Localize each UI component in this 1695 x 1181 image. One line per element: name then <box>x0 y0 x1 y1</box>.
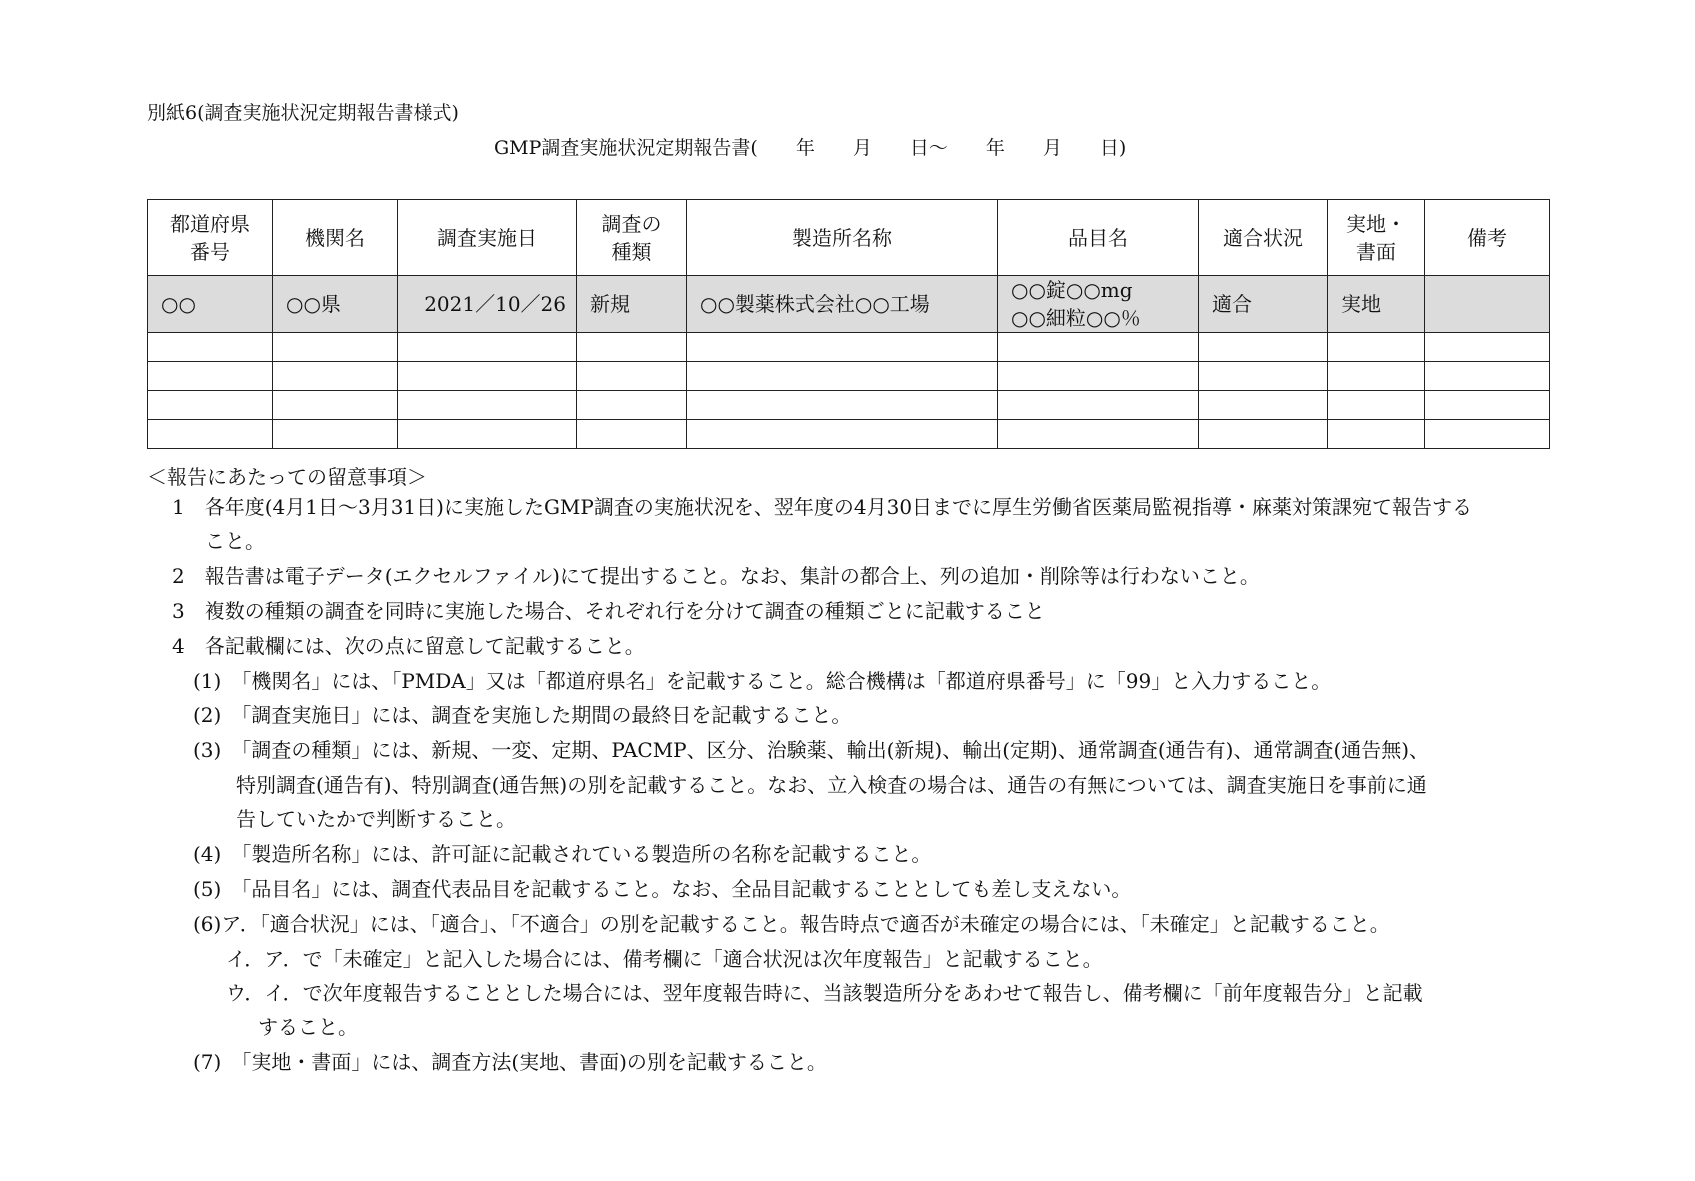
empty-cell[interactable] <box>273 391 398 420</box>
note-line: 2 報告書は電子データ(エクセルファイル)にて提出すること。なお、集計の都合上、列の追加・削除等は行わないこと。 <box>172 564 1260 588</box>
note-line: (7) 「実地・書面」には、調査方法(実地、書面)の別を記載すること。 <box>193 1050 827 1074</box>
note-line: 特別調査(通告有)、特別調査(通告無)の別を記載すること。なお、立入検査の場合は、通告の有無については、調査実施日を事前に通 <box>236 773 1427 797</box>
empty-cell[interactable] <box>273 362 398 391</box>
empty-cell[interactable] <box>577 391 687 420</box>
empty-cell[interactable] <box>398 391 577 420</box>
empty-cell[interactable] <box>1328 391 1425 420</box>
empty-cell[interactable] <box>998 333 1199 362</box>
note-line: 告していたかで判断すること。 <box>236 807 516 831</box>
report-table <box>147 199 1550 449</box>
empty-cell[interactable] <box>687 420 998 449</box>
col-site-name: 製造所名称 <box>687 200 998 276</box>
empty-cell[interactable] <box>1328 362 1425 391</box>
note-line: (6)ア．「適合状況」には、「適合」、「不適合」の別を記載すること。報告時点で適否が未確定の場合には、「未確定」と記載すること。 <box>193 912 1390 936</box>
empty-cell[interactable] <box>398 362 577 391</box>
empty-cell[interactable] <box>148 420 273 449</box>
cell-method[interactable]: 実地 <box>1328 276 1425 333</box>
note-line: 3 複数の種類の調査を同時に実施した場合、それぞれ行を分けて調査の種類ごとに記載すること <box>172 599 1045 623</box>
notes-heading: ＜報告にあたっての留意事項＞ <box>147 465 427 489</box>
empty-cell[interactable] <box>148 362 273 391</box>
table-row <box>148 333 1550 362</box>
empty-cell[interactable] <box>148 333 273 362</box>
empty-cell[interactable] <box>577 420 687 449</box>
cell-inspection-type[interactable]: 新規 <box>577 276 687 333</box>
empty-cell[interactable] <box>1199 420 1328 449</box>
note-line: (5) 「品目名」には、調査代表品目を記載すること。なお、全品目記載することとしても差し支えない。 <box>193 877 1132 901</box>
table-row <box>148 362 1550 391</box>
header-row <box>148 200 1550 276</box>
cell-item-name[interactable]: ○○錠○○mg ○○細粒○○％ <box>998 276 1199 333</box>
col-inspection-type: 調査の 種類 <box>577 200 687 276</box>
empty-cell[interactable] <box>577 362 687 391</box>
empty-cell[interactable] <box>998 362 1199 391</box>
empty-cell[interactable] <box>148 391 273 420</box>
empty-cell[interactable] <box>398 333 577 362</box>
empty-cell[interactable] <box>398 420 577 449</box>
note-line: こと。 <box>205 529 265 553</box>
cell-compliance[interactable]: 適合 <box>1199 276 1328 333</box>
cell-inspection-date[interactable]: 2021／10／26 <box>398 276 577 333</box>
empty-cell[interactable] <box>687 333 998 362</box>
empty-cell[interactable] <box>577 333 687 362</box>
note-line: (2) 「調査実施日」には、調査を実施した期間の最終日を記載すること。 <box>193 703 852 727</box>
note-line: 4 各記載欄には、次の点に留意して記載すること。 <box>172 634 645 658</box>
cell-site-name[interactable]: ○○製薬株式会社○○工場 <box>687 276 998 333</box>
empty-cell[interactable] <box>273 420 398 449</box>
empty-cell[interactable] <box>1328 333 1425 362</box>
cell-agency[interactable]: ○○県 <box>273 276 398 333</box>
empty-cell[interactable] <box>273 333 398 362</box>
table-row <box>148 391 1550 420</box>
annex-label: 別紙6(調査実施状況定期報告書様式) <box>147 102 459 124</box>
col-prefecture-number: 都道府県 番号 <box>148 200 273 276</box>
empty-cell[interactable] <box>687 391 998 420</box>
cell-remarks[interactable] <box>1425 276 1550 333</box>
col-item-name: 品目名 <box>998 200 1199 276</box>
cell-prefecture-number[interactable]: ○○ <box>148 276 273 333</box>
empty-cell[interactable] <box>1199 391 1328 420</box>
note-line: (3) 「調査の種類」には、新規、一変、定期、PACMP、区分、治験薬、輸出(新規)、輸出(定期)、通常調査(通告有)、通常調査(通告無)、 <box>193 738 1430 762</box>
note-line: ウ．イ．で次年度報告することとした場合には、翌年度報告時に、当該製造所分をあわせて報告し、備考欄に「前年度報告分」と記載 <box>226 981 1423 1005</box>
col-remarks: 備考 <box>1425 200 1550 276</box>
empty-cell[interactable] <box>687 362 998 391</box>
col-method: 実地・ 書面 <box>1328 200 1425 276</box>
note-line: (1) 「機関名」には、「PMDA」又は「都道府県名」を記載すること。総合機構は「都道府県番号」に「99」と入力すること。 <box>193 669 1332 693</box>
col-compliance: 適合状況 <box>1199 200 1328 276</box>
empty-cell[interactable] <box>998 420 1199 449</box>
note-line: イ．ア．で「未確定」と記入した場合には、備考欄に「適合状況は次年度報告」と記載すること。 <box>226 947 1103 971</box>
empty-cell[interactable] <box>1199 362 1328 391</box>
empty-cell[interactable] <box>1425 420 1550 449</box>
empty-cell[interactable] <box>1425 333 1550 362</box>
report-title: GMP調査実施状況定期報告書( 年 月 日〜 年 月 日) <box>494 137 1127 159</box>
table-row <box>148 276 1550 333</box>
note-line: すること。 <box>258 1015 358 1039</box>
table-row <box>148 420 1550 449</box>
empty-cell[interactable] <box>1425 391 1550 420</box>
empty-cell[interactable] <box>1328 420 1425 449</box>
col-inspection-date: 調査実施日 <box>398 200 577 276</box>
empty-cell[interactable] <box>998 391 1199 420</box>
empty-cell[interactable] <box>1199 333 1328 362</box>
note-line: 1 各年度(4月1日〜3月31日)に実施したGMP調査の実施状況を、翌年度の4月30日までに厚生労働省医薬局監視指導・麻薬対策課宛て報告する <box>172 495 1473 519</box>
empty-cell[interactable] <box>1425 362 1550 391</box>
col-agency: 機関名 <box>273 200 398 276</box>
note-line: (4) 「製造所名称」には、許可証に記載されている製造所の名称を記載すること。 <box>193 842 932 866</box>
